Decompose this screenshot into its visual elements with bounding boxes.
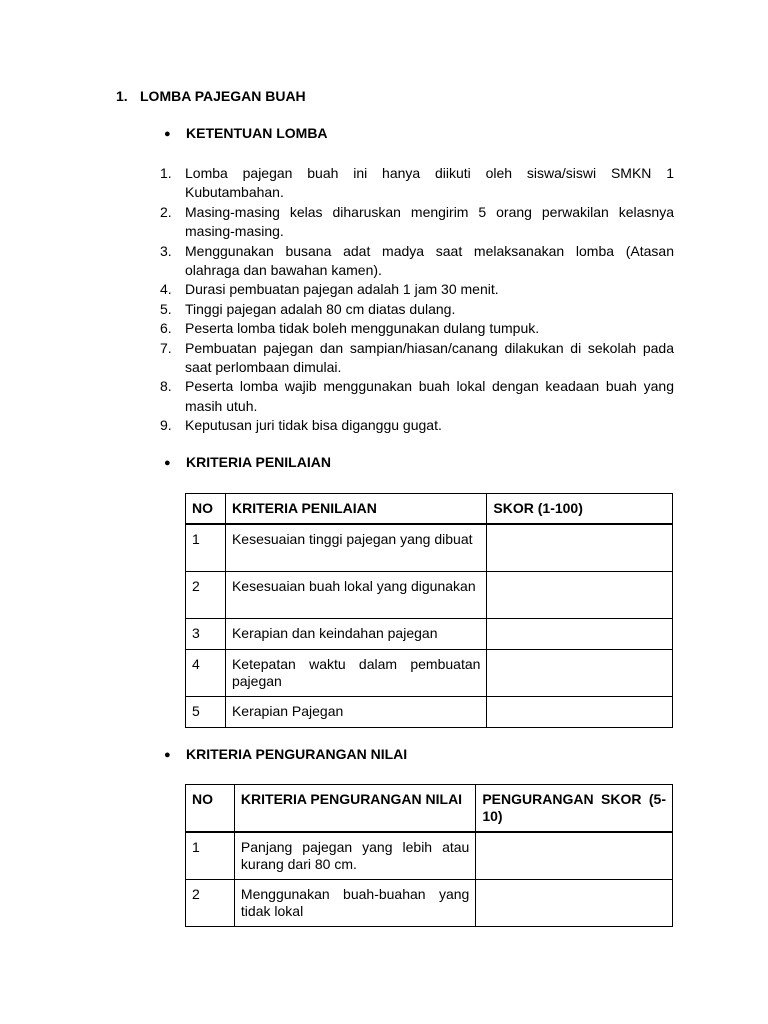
row-score — [476, 832, 673, 880]
bullet-icon: ● — [164, 457, 171, 469]
row-criteria: Panjang pajegan yang lebih atau kurang dari 80 cm. — [234, 832, 475, 880]
penilaian-table — [185, 493, 673, 728]
table-row — [186, 832, 673, 880]
item-number: 9. — [160, 417, 172, 434]
item-number: 1. — [160, 165, 172, 181]
item-text: Masing-masing kelas diharuskan mengirim 5 orang perwakilan kelasnya masing-masing. — [185, 203, 674, 240]
item-number: 8. — [160, 378, 172, 395]
column-header: KRITERIA PENILAIAN — [225, 494, 486, 525]
table-row — [186, 696, 673, 727]
table-row — [186, 880, 673, 927]
item-number: 7. — [160, 339, 172, 356]
row-criteria: Menggunakan buah-buahan yang tidak lokal — [234, 880, 475, 927]
list-item — [160, 319, 674, 338]
item-text: Keputusan juri tidak bisa diganggu gugat. — [185, 417, 442, 434]
row-number: 3 — [186, 618, 226, 649]
list-item — [160, 203, 674, 242]
list-item — [160, 242, 674, 281]
column-header: PENGURANGAN SKOR (5-10) — [476, 785, 673, 833]
row-score — [487, 618, 673, 649]
row-criteria: Kesesuaian tinggi pajegan yang dibuat — [225, 524, 486, 571]
table-header-row — [186, 494, 673, 525]
table-header-row — [186, 785, 673, 833]
item-text: Peserta lomba tidak boleh menggunakan dulang tumpuk. — [185, 320, 540, 337]
penilaian-heading — [164, 454, 331, 470]
row-criteria: Ketepatan waktu dalam pembuatan pajegan — [225, 649, 486, 696]
row-criteria: Kerapian dan keindahan pajegan — [225, 618, 486, 649]
table-row — [186, 571, 673, 618]
item-text: Pembuatan pajegan dan sampian/hiasan/canang dilakukan di sekolah pada saat perlombaan dimulai. — [185, 339, 674, 376]
row-number: 5 — [186, 696, 226, 727]
table-row — [186, 618, 673, 649]
item-text: Menggunakan busana adat madya saat melaksanakan lomba (Atasan olahraga dan bawahan kamen). — [185, 242, 674, 279]
list-item — [160, 280, 674, 299]
pengurangan-table — [185, 784, 673, 927]
column-header: NO — [186, 785, 235, 833]
list-item — [160, 300, 674, 319]
penilaian-heading-text: KRITERIA PENILAIAN — [186, 454, 331, 470]
column-header: KRITERIA PENGURANGAN NILAI — [234, 785, 475, 833]
item-number: 2. — [160, 203, 172, 220]
bullet-icon: ● — [164, 128, 171, 140]
item-number: 3. — [160, 242, 172, 259]
list-item — [160, 377, 674, 416]
item-number: 4. — [160, 281, 172, 298]
ketentuan-heading-text: KETENTUAN LOMBA — [186, 125, 328, 141]
row-criteria: Kerapian Pajegan — [225, 696, 486, 727]
table-row — [186, 649, 673, 696]
row-number: 4 — [186, 649, 226, 696]
row-score — [487, 524, 673, 571]
row-score — [487, 571, 673, 618]
column-header: NO — [186, 494, 226, 525]
item-text: Lomba pajegan buah ini hanya diikuti oleh siswa/siswi SMKN 1 Kubutambahan. — [185, 165, 674, 201]
item-text: Tinggi pajegan adalah 80 cm diatas dulang. — [185, 300, 456, 317]
table-row — [186, 524, 673, 571]
row-score — [487, 649, 673, 696]
row-number: 1 — [186, 524, 226, 571]
bullet-icon: ● — [164, 749, 171, 761]
row-score — [476, 880, 673, 927]
item-text: Peserta lomba wajib menggunakan buah lokal dengan keadaan buah yang masih utuh. — [185, 378, 674, 414]
row-number: 2 — [186, 880, 235, 927]
section-title: LOMBA PAJEGAN BUAH — [140, 88, 306, 104]
section-number: 1. — [116, 88, 128, 104]
item-number: 5. — [160, 300, 172, 317]
pengurangan-heading-text: KRITERIA PENGURANGAN NILAI — [186, 746, 408, 762]
list-item — [160, 416, 674, 435]
item-number: 6. — [160, 320, 172, 337]
row-criteria: Kesesuaian buah lokal yang digunakan — [225, 571, 486, 618]
pengurangan-heading — [164, 746, 407, 762]
list-item — [160, 339, 674, 378]
column-header: SKOR (1-100) — [487, 494, 673, 525]
row-score — [487, 696, 673, 727]
ketentuan-heading — [164, 125, 328, 141]
row-number: 2 — [186, 571, 226, 618]
item-text: Durasi pembuatan pajegan adalah 1 jam 30 menit. — [185, 281, 499, 298]
list-item — [160, 164, 674, 203]
ketentuan-list — [160, 164, 674, 436]
row-number: 1 — [186, 832, 235, 880]
section-heading — [116, 88, 306, 104]
